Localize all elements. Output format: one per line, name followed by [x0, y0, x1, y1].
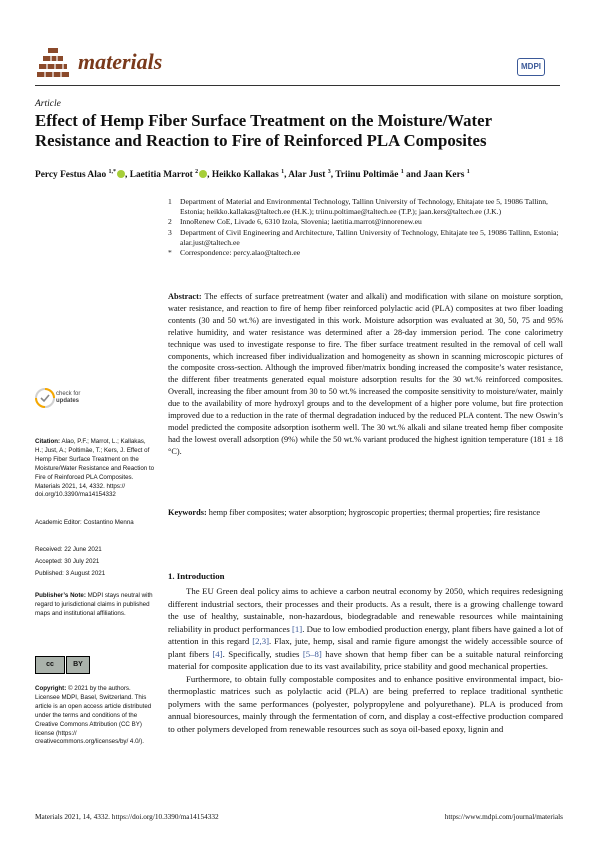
author-name: Percy Festus Alao [35, 170, 109, 181]
citation-link[interactable]: [2,3] [252, 636, 269, 647]
affiliation-item [168, 217, 568, 227]
affiliation-item [168, 248, 568, 258]
orcid-icon[interactable] [117, 170, 125, 178]
footer-citation: Materials 2021, 14, 4332. https://doi.org/10.3390/ma14154332 [35, 812, 219, 821]
citation-link[interactable]: [5–8] [302, 648, 322, 659]
paragraph: Furthermore, to obtain fully compostable composites and to enhance positive environmental impact, bio-thermoplastic matrices such as polylactic acid (PLA) are being preferred to replace traditional synthetic polymers with the same performances (polyester, polypropylene and polyurethane). PLA is produced from annual bioresources, mainly through the fermentation of corn, and display a cost-effective production compared to other polymers developed from renewable resources such as soya oil-based epoxy, lignin and [168, 673, 563, 735]
paper-title: Effect of Hemp Fiber Surface Treatment on the Moisture/Water Resistance and Reaction to Fire of Reinforced PLA Composites [35, 111, 492, 150]
affiliation-mark: 1 [168, 197, 172, 206]
author-name: Laetitia Marrot [129, 170, 196, 181]
journal-name: materials [78, 49, 163, 74]
accepted-date: Accepted: 30 July 2021 [35, 558, 100, 565]
footer-journal-url[interactable]: https://www.mdpi.com/journal/materials [444, 812, 563, 821]
citation: Citation: Alao, P.F.; Marrot, L.; Kallakas, H.; Just, A.; Poltimäe, T.; Kers, J. Effect of Hemp Fiber Surface Treatment on the Moisture/Water Resistance and Reaction to Fire of Reinforced PLA Composites. Materials 2021, 14, 4332. https:// doi.org/10.3390/ma14154332 [35, 438, 155, 499]
affiliation-text: Correspondence: percy.alao@taltech.ee [180, 248, 301, 258]
page-footer [35, 812, 563, 821]
author-affiliation-mark: 3 [327, 169, 331, 175]
affiliation-text: InnoRenew CoE, Livade 6, 6310 Izola, Slovenia; laetitia.marrot@innorenew.eu [180, 217, 422, 227]
keywords-label: Keywords: [168, 508, 207, 517]
affiliation-text: Department of Material and Environmental Technology, Tallinn University of Technology, Ehitajate tee 5, 19086 Tallinn, Estonia; heikko.kallakas@taltech.ee (H.K.); triinu.poltimae@taltech.ee (T.P.); jaan.kers@taltech.ee (J.K.) [180, 197, 548, 217]
header-rule [35, 85, 560, 86]
affiliation-text: Department of Civil Engineering and Architecture, Tallinn University of Technology, Ehitajate tee 5, 19086 Tallinn, Estonia; alar.just@taltech.ee [180, 227, 559, 247]
affiliation-mark: 2 [168, 217, 172, 227]
introduction-body [168, 585, 563, 736]
published-date: Published: 3 August 2021 [35, 570, 106, 577]
author-affiliation-mark: 1 [466, 169, 470, 175]
author-affiliation-mark: 1 [400, 169, 404, 175]
abstract-text: The effects of surface pretreatment (water and alkali) and modification with silane on moisture sorption, water resistance, and reaction to fire of hemp fiber reinforced polylactic acid (PLA) composites at two fiber loading contents (30 and 50 wt.%) are investigated in this work. Moisture adsorption was evaluated at 30, 50, 75 and 95% relative humidity, and water resistance was determined after a 28-day immersion period. The cone calorimetry technique was used to investigate response to fire. The fiber surface treatment resulted in the removal of cell wall components, which increased fiber individualization and homogeneity as shown in scanning microscopic pictures of the composite cross-section. Although the improved fiber/matrix bonding increased the composite’s water resistance, the different fiber treatments generated equal moisture adsorption results for the 30 wt.% reinforced composites. Overall, increasing the fiber amount from 30 to 50 wt.% increased the composite sensitivity to moisture/water, mainly due to the availability of more hydroxyl groups and to the development of a higher pore volume, but fire protection improved due to a reduction in the rate of thermal degradation induced by the reduced PLA content. The new Oswin’s model predicted the composite adsorption isotherm well. The 30 wt.% alkali and silane treated hemp fiber composite had the lowest overall adsorption (9%) while the 50 wt.% variant produced the highest ignition temperature (181 ± 18 °C). [168, 292, 563, 456]
check-for-updates-icon[interactable] [35, 388, 55, 408]
received-date: Received: 22 June 2021 [35, 546, 102, 553]
orcid-icon[interactable] [199, 170, 207, 178]
affiliations [168, 197, 568, 258]
by-license-icon[interactable]: BY [66, 656, 90, 674]
author-name: Jaan Kers [423, 170, 467, 181]
author-name: Alar Just [288, 170, 328, 181]
author-affiliation-mark: 1 [281, 169, 285, 175]
publishers-note: Publisher’s Note: MDPI stays neutral with regard to jurisdictional claims in published maps and institutional affiliations. [35, 592, 153, 617]
affiliation-item [168, 197, 568, 217]
mdpi-logo[interactable]: MDPI [517, 58, 545, 76]
author-name: Heikko Kallakas [211, 170, 282, 181]
abstract [168, 291, 563, 458]
cc-license-icon[interactable]: cc [35, 656, 65, 674]
copyright: Copyright: © 2021 by the authors. Licensee MDPI, Basel, Switzerland. This article is an open access article distributed under the terms and conditions of the Creative Commons Attribution (CC BY) license (https:// creativecommons.org/licenses/by/ 4.0/). [35, 685, 152, 746]
paragraph: The EU Green deal policy aims to achieve a carbon neutral economy by 2050, which requires redesigning different industrial sectors, their processes and their products. As a result, there is a growing challenge toward the use of healthy, sustainable, non-hazardous, biodegradable and renewable resources while maintaining reliability in product performances [1]. Due to low embodied production energy, plant fibers have gained a lot of attention in this regard [2,3]. Flax, jute, hemp, sisal and ramie figure amongst the widely accessible source of plant fibers [4]. Specifically, studies [5–8] have shown that hemp fiber can be a suitable natural reinforcing material for composite application due to its vast availability, price stability and good mechanical properties. [168, 586, 564, 672]
author-affiliation-mark: 2 [195, 169, 199, 175]
affiliation-item [168, 228, 568, 248]
author-affiliation-mark: 1,* [108, 169, 117, 175]
author-name: Triinu Poltimäe [335, 170, 401, 181]
citation-link[interactable]: [1] [292, 623, 303, 634]
check-updates-label[interactable]: check for updates [56, 391, 81, 404]
citation-link[interactable]: [4] [212, 648, 223, 659]
author-list: Percy Festus Alao $^{1,*}$ , Laetitia Marrot $^2$ , Heikko Kallakas $^1$, Alar Just $^3$, Triinu Poltimäe $^1$ and Jaan Kers $^1$ [35, 169, 470, 181]
keywords [168, 507, 563, 519]
section-heading-introduction: 1. Introduction [168, 571, 225, 581]
abstract-label: Abstract: [168, 292, 202, 301]
materials-logo-icon [35, 44, 71, 80]
affiliation-mark: * [168, 248, 172, 258]
affiliation-mark: 3 [168, 227, 172, 237]
keywords-text: hemp fiber composites; water absorption; hygroscopic properties; thermal properties; fire resistance [208, 508, 541, 517]
academic-editor: Academic Editor: Costantino Menna [35, 519, 134, 526]
article-type: Article [35, 99, 61, 109]
